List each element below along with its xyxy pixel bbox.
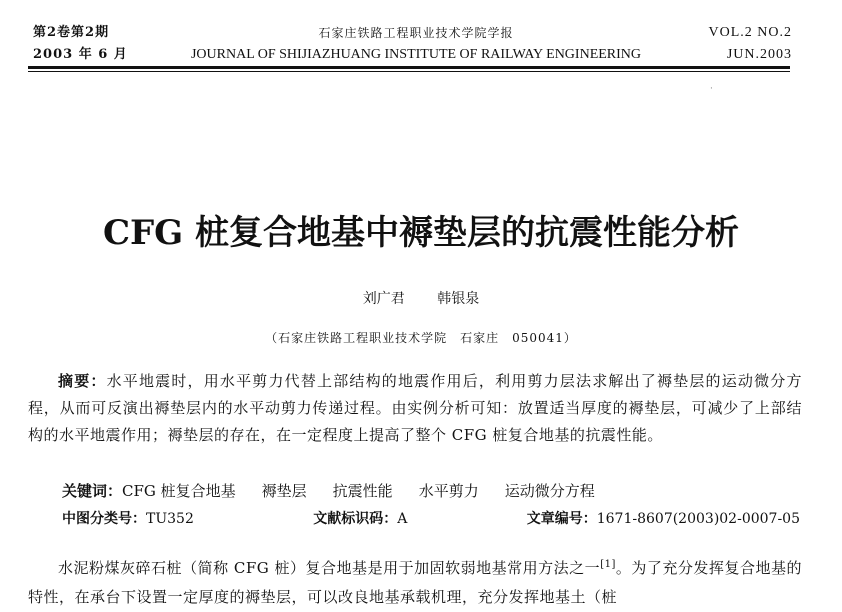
clc-number [62, 508, 194, 530]
abstract-text: 水平地震时，用水平剪力代替上部结构的地震作用后，利用剪力层法求解出了褥垫层的运动微分方程，从而可反演出褥垫层内的水平动剪力传递过程。由实例分析可知：放置适当厚度的褥垫层，可减少了上部结构的水平地震作用；褥垫层的存在，在一定程度上提高了整个 CFG 桩复合地基的抗震性能。 [28, 372, 802, 444]
date-en: JUN.2003 [726, 47, 792, 62]
issue-info-en [709, 22, 793, 66]
author-name: 刘广君 [362, 291, 405, 307]
author-list [0, 289, 842, 309]
document-code-value: A [397, 511, 408, 527]
article-number [527, 508, 800, 530]
body-text-cont: 。为了充分发挥复合地基的特性，在承台下设置一定厚度的褥垫层，可以改良地基承载机理，充分发挥地基土（桩 [28, 559, 802, 606]
document-code-label: 文献标识码： [313, 511, 398, 527]
date-cn: 2003 年 6 月 [33, 47, 128, 62]
author-name: 韩银泉 [437, 291, 480, 307]
keyword: 抗震性能 [332, 482, 393, 500]
keyword: 运动微分方程 [504, 482, 595, 500]
clc-label: 中图分类号： [62, 511, 146, 527]
volume-issue-en: VOL.2 NO.2 [708, 25, 792, 40]
scan-mark: · [710, 84, 713, 94]
journal-name-en: JOURNAL OF SHIJIAZHUANG INSTITUTE OF RAILWAY ENGINEERING [190, 47, 642, 62]
abstract-label: 摘要： [58, 372, 107, 390]
abstract [28, 368, 802, 449]
body-text-start: 水泥粉煤灰碎石桩（简称 CFG 桩）复合地基是用于加固软弱地基常用方法之一 [58, 559, 601, 577]
document-code [313, 508, 407, 530]
clc-value: TU352 [146, 511, 194, 527]
keywords-label: 关键词： [62, 482, 123, 500]
keyword: CFG 桩复合地基 [122, 482, 236, 500]
journal-name [160, 22, 672, 66]
journal-name-cn: 石家庄铁路工程职业技术学院学报 [318, 26, 514, 40]
classification-info [62, 508, 800, 530]
keyword: 水平剪力 [418, 482, 479, 500]
issue-info [33, 22, 128, 66]
header-rule-thin [28, 71, 790, 72]
article-number-value: 1671-8607(2003)02-0007-05 [596, 511, 800, 527]
citation-ref[interactable]: [1] [600, 559, 616, 570]
header-rule-thick [28, 66, 790, 69]
paper-title: CFG 桩复合地基中褥垫层的抗震性能分析 [102, 213, 740, 253]
body-paragraph [28, 550, 802, 612]
keywords [62, 480, 595, 502]
affiliation: （石家庄铁路工程职业技术学院 石家庄 050041） [265, 331, 577, 345]
keyword: 褥垫层 [261, 482, 307, 500]
volume-issue-cn: 第2卷第2期 [33, 25, 110, 40]
article-number-label: 文章编号： [526, 511, 597, 527]
